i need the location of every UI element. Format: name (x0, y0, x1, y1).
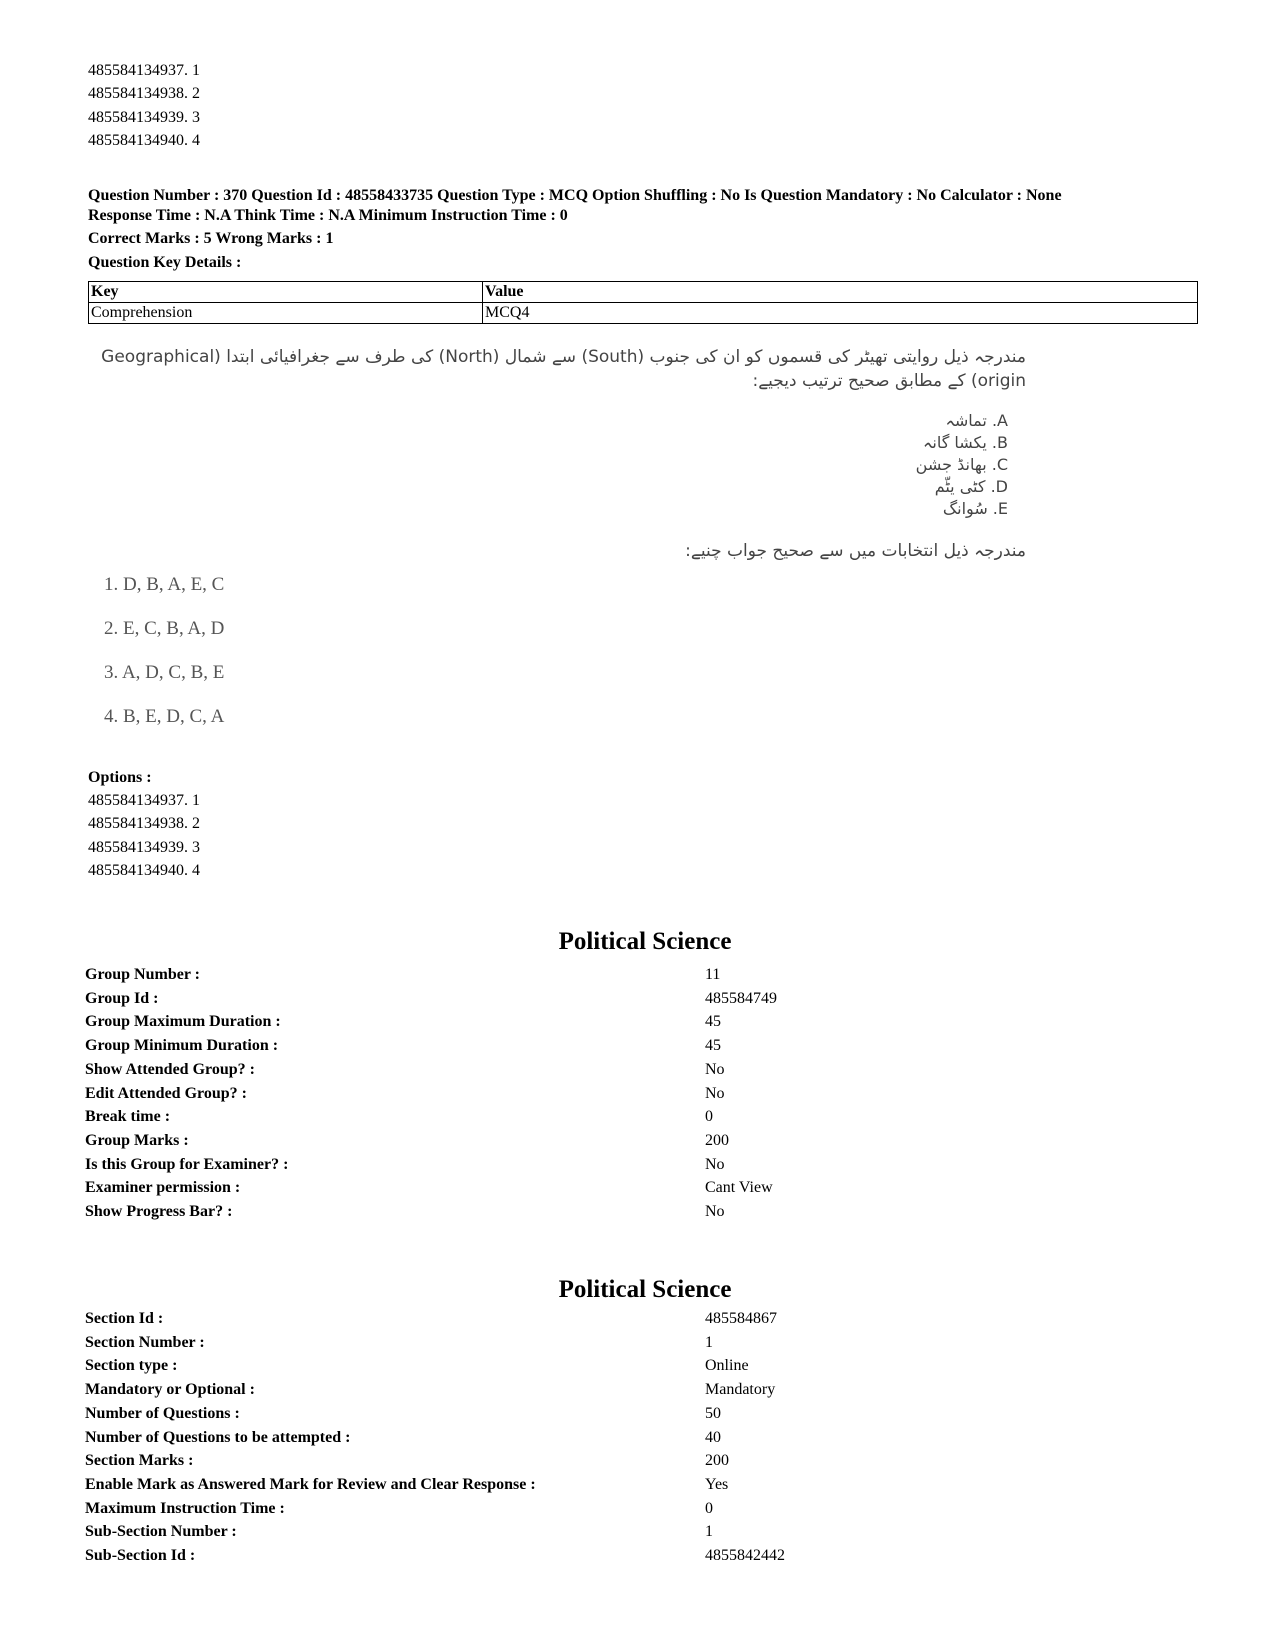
option-line: 485584134940. 4 (88, 862, 200, 879)
table-header-key: Key (89, 282, 483, 303)
field-label: Group Marks : (85, 1131, 189, 1149)
question-item: A. تماشہ (945, 411, 1008, 430)
field-label: Group Maximum Duration : (85, 1013, 281, 1031)
option-line: 485584134937. 1 (88, 62, 200, 79)
question-item: D. کٹی یٹّم (934, 477, 1008, 496)
field-value: 1 (705, 1333, 713, 1351)
field-value: No (705, 1060, 725, 1078)
field-value: 40 (705, 1428, 721, 1446)
field-label: Number of Questions to be attempted : (85, 1428, 351, 1446)
field-value: Cant View (705, 1179, 773, 1197)
field-label: Mandatory or Optional : (85, 1381, 255, 1399)
field-label: Section Id : (85, 1310, 164, 1327)
field-label: Maximum Instruction Time : (85, 1499, 285, 1517)
answer-choice: 3. A, D, C, B, E (104, 662, 225, 683)
field-label: Break time : (85, 1108, 171, 1126)
options-label: Options : (88, 769, 152, 786)
group-section-title: Political Science (558, 928, 732, 955)
field-value: 1 (705, 1523, 713, 1541)
option-line: 485584134938. 2 (88, 815, 200, 832)
field-value: 50 (705, 1404, 721, 1422)
field-value: 485584749 (705, 989, 777, 1007)
table-header-value: Value (483, 282, 1198, 303)
field-value: No (705, 1203, 725, 1220)
field-label: Section Marks : (85, 1452, 194, 1470)
field-value: 485584867 (705, 1310, 777, 1327)
question-instruction: مندرجہ ذیل انتخابات میں سے صحیح جواب چنیے: (685, 541, 1026, 561)
option-line: 485584134940. 4 (88, 132, 200, 149)
question-meta-line2: Response Time : N.A Think Time : N.A Minimum Instruction Time : 0 (88, 207, 568, 224)
key-details-label: Question Key Details : (88, 254, 242, 271)
field-label: Is this Group for Examiner? : (85, 1155, 289, 1173)
field-value: 4855842442 (705, 1547, 785, 1564)
field-label: Show Progress Bar? : (85, 1203, 233, 1220)
option-line: 485584134938. 2 (88, 85, 200, 102)
field-value: 45 (705, 1037, 721, 1055)
option-line: 485584134939. 3 (88, 839, 200, 856)
field-label: Group Id : (85, 989, 159, 1007)
question-meta-line1: Question Number : 370 Question Id : 48558433735 Question Type : MCQ Option Shuffling : No Is Question Mandatory : No Calculator : None (88, 187, 1062, 204)
option-line: 485584134937. 1 (88, 792, 200, 809)
field-value: Yes (705, 1475, 729, 1493)
answer-choice: 2. E, C, B, A, D (104, 618, 225, 639)
field-label: Group Number : (85, 966, 200, 983)
field-value: No (705, 1155, 725, 1173)
question-item: E. سُوانگ (942, 499, 1008, 518)
table-row (89, 303, 1198, 324)
table-cell-value: MCQ4 (483, 303, 1198, 324)
answer-choice: 1. D, B, A, E, C (104, 574, 225, 595)
field-value: 0 (705, 1108, 713, 1126)
field-label: Sub-Section Number : (85, 1523, 237, 1541)
table-cell-key: Comprehension (89, 303, 483, 324)
question-text-line2: origin) کے مطابق صحیح ترتیب دیجیے: (752, 371, 1026, 391)
question-item: C. بھانڈ جشن (915, 455, 1008, 474)
table-header-row (89, 282, 1198, 303)
option-line: 485584134939. 3 (88, 109, 200, 126)
field-label: Group Minimum Duration : (85, 1037, 279, 1055)
field-value: 0 (705, 1499, 713, 1517)
answer-choice: 4. B, E, D, C, A (104, 706, 225, 727)
field-label: Edit Attended Group? : (85, 1084, 247, 1102)
field-value: 45 (705, 1013, 721, 1031)
question-marks: Correct Marks : 5 Wrong Marks : 1 (88, 230, 334, 247)
field-label: Number of Questions : (85, 1404, 240, 1422)
field-value: Mandatory (705, 1381, 776, 1399)
field-value: 11 (705, 966, 721, 983)
field-label: Examiner permission : (85, 1179, 241, 1197)
field-label: Show Attended Group? : (85, 1060, 255, 1078)
field-label: Enable Mark as Answered Mark for Review and Clear Response : (85, 1475, 536, 1493)
field-value: No (705, 1084, 725, 1102)
field-value: 200 (705, 1131, 729, 1149)
field-label: Section Number : (85, 1333, 205, 1351)
question-item: B. یکشا گانہ (923, 433, 1008, 452)
field-label: Sub-Section Id : (85, 1547, 196, 1564)
section-title: Political Science (558, 1276, 732, 1303)
field-value: Online (705, 1357, 749, 1375)
question-image (88, 338, 1026, 758)
question-text-line1: مندرجہ ذیل روایتی تھیٹر کی قسموں کو ان کی جنوب (South) سے شمال (North) کی طرف سے جغرافیائی ابتدا (Geographical (101, 347, 1026, 367)
field-label: Section type : (85, 1357, 178, 1375)
field-value: 200 (705, 1452, 729, 1470)
key-details-table (88, 281, 1198, 324)
